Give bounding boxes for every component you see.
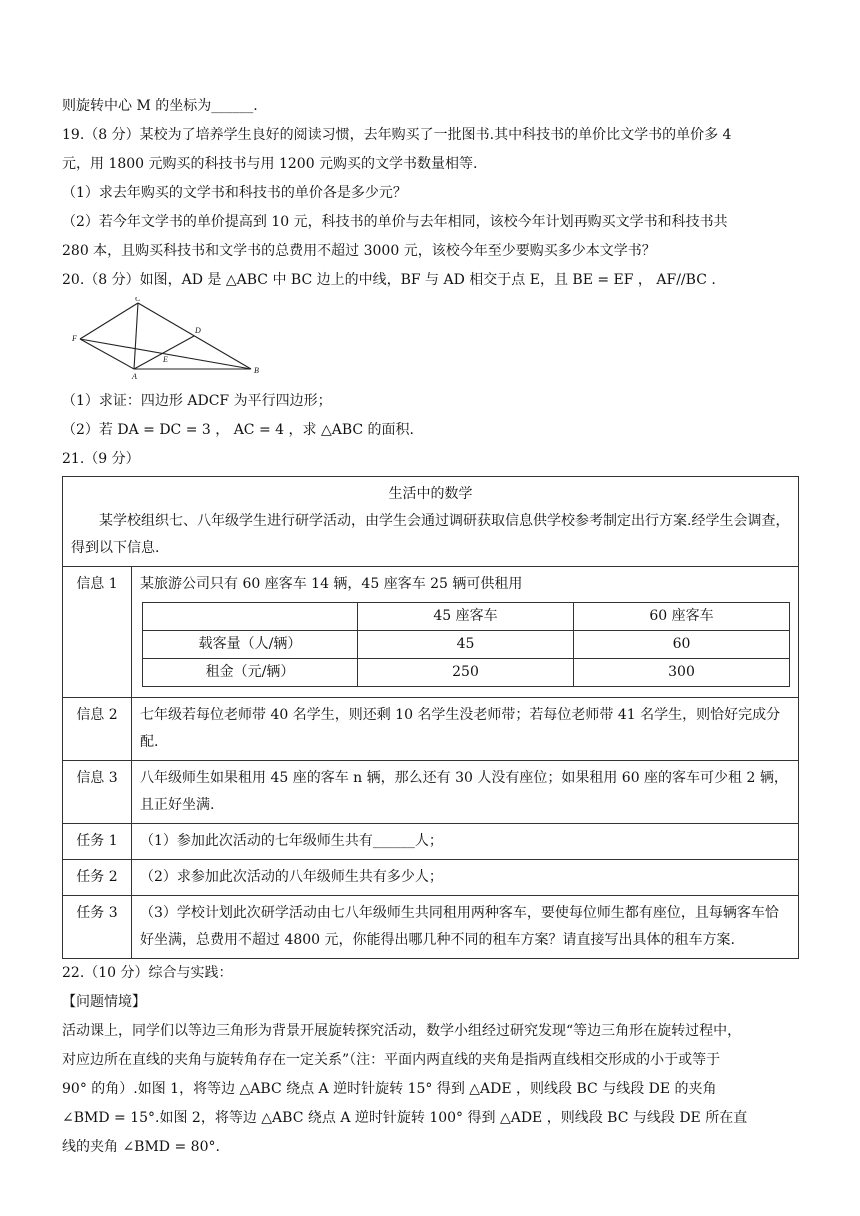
label-a: A (132, 372, 137, 381)
label-e: E (163, 355, 168, 364)
task1-label: 任务 1 (63, 824, 132, 860)
task1-text: （1）参加此次活动的七年级师生共有______人； (132, 824, 799, 860)
bus-table-header-45: 45 座客车 (358, 603, 574, 631)
task3-label: 任务 3 (63, 896, 132, 959)
bus-table-header-60: 60 座客车 (574, 603, 790, 631)
bus-table-cell: 45 (358, 631, 574, 659)
info1-label: 信息 1 (63, 567, 132, 698)
task2-text: （2）求参加此次活动的八年级师生共有多少人； (132, 860, 799, 896)
task2-label: 任务 2 (63, 860, 132, 896)
info1-text: 某旅游公司只有 60 座客车 14 辆，45 座客车 25 辆可供租用 (140, 576, 523, 592)
info3-label: 信息 3 (63, 761, 132, 824)
bus-table (142, 602, 790, 687)
q22-line4: ∠BMD = 15°.如图 2，将等边 △ABC 绕点 A 逆时针旋转 100° 得到 △ADE ，则线段 BC 与线段 DE 所在直 (62, 1110, 748, 1126)
info2-label: 信息 2 (63, 698, 132, 761)
q20-part1: （1）求证：四边形 ADCF 为平行四边形； (62, 393, 332, 409)
q19-part2a: （2）若今年文学书的单价提高到 10 元，科技书的单价与去年相同，该校今年计划再购买文学书和科技书共 (62, 214, 728, 230)
document-page (62, 92, 802, 1162)
info2-text: 七年级若每位老师带 40 名学生，则还剩 10 名学生没老师带；若每位老师带 41 名学生，则恰好完成分配. (132, 698, 799, 761)
q22-line5: 线的夹角 ∠BMD = 80°. (62, 1139, 220, 1155)
q22-line2: 对应边所在直线的夹角与旋转角存在一定关系”（注：平面内两直线的夹角是指两直线相交形成的小于或等于 (62, 1052, 721, 1068)
label-f: F (72, 334, 77, 343)
info1-cell (132, 567, 799, 698)
bus-table-cell: 250 (358, 659, 574, 687)
label-d: D (195, 326, 201, 335)
table-intro: 某学校组织七、八年级学生进行研学活动，由学生会通过调研获取信息供学校参考制定出行方案.经学生会调查，得到以下信息. (71, 513, 790, 556)
info3-text: 八年级师生如果租用 45 座的客车 n 辆，那么还有 30 人没有座位；如果租用 60 座的客车可少租 2 辆，且正好坐满. (132, 761, 799, 824)
bus-table-row-rent-label: 租金（元/辆） (143, 659, 358, 687)
bus-table-cell: 60 (574, 631, 790, 659)
q19-part2b: 280 本，且购买科技书和文学书的总费用不超过 3000 元，该校今年至少要购买多少本文学书？ (62, 243, 656, 259)
q19-line2: 元，用 1800 元购买的科技书与用 1200 元购买的文学书数量相等. (62, 156, 478, 172)
question-22 (62, 959, 802, 1162)
question-21 (62, 445, 802, 959)
q20-line1: 20.（8 分）如图，AD 是 △ABC 中 BC 边上的中线，BF 与 AD 相交于点 E，且 BE = EF ， AF//BC . (62, 272, 716, 288)
q20-part2: （2）若 DA = DC = 3 ， AC = 4 ，求 △ABC 的面积. (62, 422, 414, 438)
triangle-figure (68, 297, 268, 383)
q21-info-table (62, 476, 799, 959)
q22-line3: 90° 的角）.如图 1，将等边 △ABC 绕点 A 逆时针旋转 15° 得到 △ADE ，则线段 BC 与线段 DE 的夹角 (62, 1081, 717, 1097)
q21-header: 21.（9 分） (62, 451, 140, 467)
table-title: 生活中的数学 (388, 486, 473, 502)
q18-tail: 则旋转中心 M 的坐标为______. (62, 98, 258, 114)
question-19 (62, 121, 802, 266)
bus-table-corner (143, 603, 358, 631)
label-b: B (254, 366, 259, 375)
bus-table-row-capacity-label: 载客量（人/辆） (143, 631, 358, 659)
question-20 (62, 266, 802, 445)
label-c: C (135, 297, 141, 303)
q22-section: 【问题情境】 (62, 994, 146, 1010)
q22-line1: 活动课上，同学们以等边三角形为背景开展旋转探究活动，数学小组经过研究发现“等边三角形在旋转过程中， (62, 1023, 742, 1039)
q19-part1: （1）求去年购买的文学书和科技书的单价各是多少元？ (62, 185, 407, 201)
q22-header: 22.（10 分）综合与实践： (62, 965, 233, 981)
table-title-cell (63, 477, 799, 567)
q19-line1: 19.（8 分）某校为了培养学生良好的阅读习惯，去年购买了一批图书.其中科技书的单价比文学书的单价多 4 (62, 127, 732, 143)
bus-table-cell: 300 (574, 659, 790, 687)
task3-text: （3）学校计划此次研学活动由七八年级师生共同租用两种客车，要使每位师生都有座位，且每辆客车恰好坐满，总费用不超过 4800 元，你能得出哪几种不同的租车方案？请直接写出具体的租车方案. (132, 896, 799, 959)
